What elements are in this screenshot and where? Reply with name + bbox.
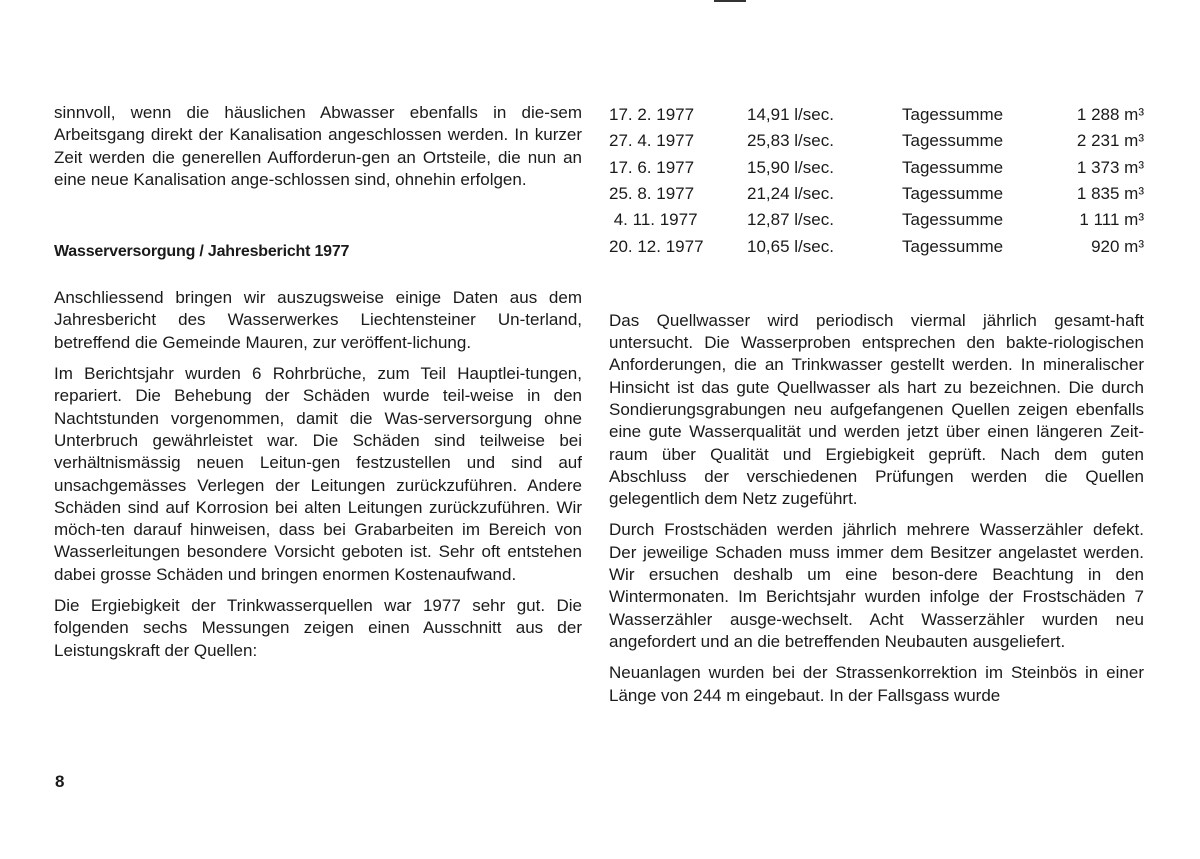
measure-sum: 1 373 m³	[1076, 157, 1144, 177]
paragraph-water-quality: Das Quellwasser wird periodisch viermal jährlich gesamt-haft untersucht. Die Wasserproben entsprechen den bakte-riologischen Anforderungen, die an Trinkwasser gestellt werden. In mineralischer Hinsicht ist das gute Quellwasser als hart zu bezeichnen. Die durch Sondierungsgrabungen neu aufgefangenen Quellen zeigen ebenfalls eine gute Wasserqualität und werden jetzt über einen längeren Zeit-raum über Qualität und Ergiebigkeit geprüft. Nach dem guten Abschluss der verschiedenen Prüfungen werden die Quellen gelegentlich dem Netz zugeführt.	[609, 310, 1144, 509]
measure-label: Tagessumme	[902, 105, 1004, 125]
section-heading: Wasserversorgung / Jahresbericht 1977	[54, 243, 350, 261]
left-column	[54, 102, 582, 662]
measure-sum: 2 231 m³	[1076, 131, 1144, 151]
measure-date: 27. 4. 1977	[609, 131, 695, 151]
measure-label: Tagessumme	[902, 184, 1004, 204]
table-row	[609, 128, 1144, 154]
measure-sum: 1 835 m³	[1076, 184, 1144, 204]
measure-flow: 10,65 l/sec.	[747, 236, 834, 256]
right-column	[609, 102, 1144, 707]
measure-flow: 12,87 l/sec.	[747, 210, 834, 230]
measure-date: 4. 11. 1977	[609, 210, 698, 230]
paragraph-pipe-breaks: Im Berichtsjahr wurden 6 Rohrbrüche, zum Teil Hauptlei-tungen, repariert. Die Behebung der Schäden wurde teil-weise in den Nachtstunden vorgenommen, damit die Was-serversorgung ohne Unterbruch gewährleistet war. Die Schäden sind teilweise bei verhältnismässig neuen Leitun-gen festzustellen und sind auf unsachgemässes Verlegen der Leitungen zurückzuführen. Andere Schäden sind auf Korrosion bei alten Leitungen zurückzuführen. Wir möch-ten darauf hinweisen, dass bei Grabarbeiten im Bereich von Wasserleitungen besondere Vorsicht geboten ist. Sehr oft entstehen dabei grosse Schäden und bringen enormen Kostenaufwand.	[54, 364, 582, 584]
paragraph-new-installations: Neuanlagen wurden bei der Strassenkorrektion im Steinbös in einer Länge von 244 m eingebaut. In der Fallsgass wurde	[609, 663, 1144, 705]
measure-sum: 920 m³	[1091, 236, 1144, 256]
measure-label: Tagessumme	[902, 157, 1004, 177]
measure-sum: 1 111 m³	[1079, 210, 1144, 230]
paragraph-frost-damage: Durch Frostschäden werden jährlich mehrere Wasserzähler defekt. Der jeweilige Schaden muss immer dem Besitzer angelastet werden. Wir ersuchen deshalb um eine beson-dere Beachtung in den Wintermonaten. Im Berichtsjahr wurden infolge der Frostschäden 7 Wasserzähler ausge-wechselt. Acht Wasserzähler wurden neu angefordert und an die betreffenden Neubauten ausgeliefert.	[609, 520, 1144, 651]
table-row	[609, 233, 1144, 259]
table-row	[609, 155, 1144, 181]
measure-date: 20. 12. 1977	[609, 236, 704, 256]
measure-sum: 1 288 m³	[1076, 105, 1144, 125]
paragraph-sewage: sinnvoll, wenn die häuslichen Abwasser ebenfalls in die-sem Arbeitsgang direkt der Kanalisation angeschlossen werden. In kurzer Zeit werden die generellen Aufforderun-gen an Ortsteile, die nun an eine neue Kanalisation ange-schlossen sind, ohnehin erfolgen.	[54, 103, 582, 189]
measure-label: Tagessumme	[902, 131, 1004, 151]
measure-flow: 25,83 l/sec.	[747, 131, 834, 151]
measure-flow: 15,90 l/sec.	[747, 157, 834, 177]
page-number: 8	[55, 772, 65, 791]
measure-label: Tagessumme	[902, 236, 1004, 256]
measure-label: Tagessumme	[902, 210, 1004, 230]
top-edge-mark	[714, 0, 746, 2]
paragraph-yield: Die Ergiebigkeit der Trinkwasserquellen war 1977 sehr gut. Die folgenden sechs Messungen zeigen einen Ausschnitt aus der Leistungskraft der Quellen:	[54, 596, 582, 660]
measure-date: 17. 6. 1977	[609, 157, 695, 177]
table-row	[609, 207, 1144, 233]
measure-flow: 21,24 l/sec.	[747, 184, 834, 204]
measure-date: 17. 2. 1977	[609, 105, 695, 125]
paragraph-intro: Anschliessend bringen wir auszugsweise einige Daten aus dem Jahresbericht des Wasserwerkes Liechtensteiner Un-terland, betreffend die Gemeinde Mauren, zur veröffent-lichung.	[54, 288, 582, 352]
measure-flow: 14,91 l/sec.	[747, 105, 834, 125]
measure-date: 25. 8. 1977	[609, 184, 695, 204]
measurements-table	[609, 102, 1144, 260]
table-row	[609, 181, 1144, 207]
table-row	[609, 102, 1144, 128]
